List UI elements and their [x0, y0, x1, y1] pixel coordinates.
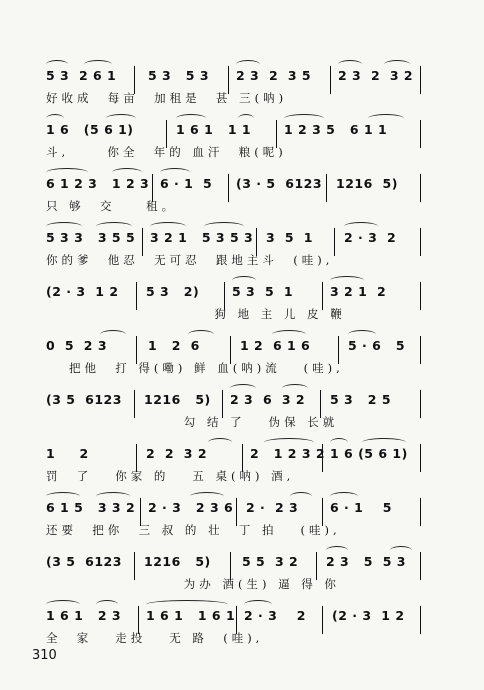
music-system	[0, 380, 484, 432]
measure-notes: 3 2 1 2	[330, 284, 387, 299]
measure-notes: (3 · 5 6123	[236, 176, 323, 191]
lyric-line: 勾 结 了 伪保 长就	[46, 415, 339, 429]
measure-notes: 2 1 2 3 2	[250, 446, 326, 461]
barline	[322, 444, 323, 472]
music-system	[0, 326, 484, 378]
barline	[420, 390, 421, 418]
barline	[420, 552, 421, 580]
barline	[420, 282, 421, 310]
lyric-line: 把他 打 得(嘞) 鲜 血(呐)流 (哇),	[46, 361, 344, 375]
slur	[208, 438, 232, 447]
page-number: 310	[32, 648, 57, 663]
measure-notes: 1216 5)	[144, 554, 211, 569]
measure-notes: 1 6 (5 6 1)	[330, 446, 408, 461]
barline	[420, 606, 421, 634]
measure-notes: 5 3 5 3	[148, 68, 210, 83]
music-system	[0, 542, 484, 594]
lyric-line: 罚 了 你家 的 五 桌(呐) 酒,	[46, 469, 295, 483]
measure-notes: 2 · 2 3	[246, 500, 299, 515]
measure-notes: 2 3 5 5 3	[326, 554, 406, 569]
measure-notes: 1 2 3 5 6 1 1	[284, 122, 388, 137]
measure-notes: 2 2 3 2	[146, 446, 208, 461]
measure-notes: 5 3 2 6 1	[46, 68, 117, 83]
lyric-line: 只 够 交 租。	[46, 199, 178, 213]
measure-notes: (2 · 3 1 2	[332, 608, 405, 623]
measure-notes: 3 5 1	[266, 230, 313, 245]
measure-notes: 1 2	[46, 446, 89, 461]
measure-notes: 1216 5)	[144, 392, 211, 407]
measure-notes: 5 3 2 5	[330, 392, 392, 407]
music-system	[0, 488, 484, 540]
lyric-line: 全 家 走投 无 路 (哇),	[46, 631, 264, 645]
barline	[420, 336, 421, 364]
lyric-line: 为办 酒(生) 逼 得 你	[46, 577, 340, 591]
barline	[334, 228, 335, 256]
measure-notes: 2 3 6 3 2	[230, 392, 306, 407]
lyric-line: 斗, 你全 年的 血汗 粮(呢)	[46, 145, 287, 159]
measure-notes: 1 6 1 1 6 1	[146, 608, 236, 623]
barline	[420, 498, 421, 526]
measure-notes: 2 3 2 3 2	[338, 68, 414, 83]
barline	[420, 120, 421, 148]
lyric-line: 你的爹 他忍 无可忍 跟地主斗 (哇),	[46, 253, 334, 267]
measure-notes: 1 6 1 1 1	[176, 122, 252, 137]
measure-notes: 1 2 6 1 6	[240, 338, 311, 353]
music-system	[0, 164, 484, 216]
measure-notes: 1 2 6	[148, 338, 200, 353]
measure-notes: 5 · 6 5	[348, 338, 406, 353]
music-system	[0, 56, 484, 108]
measure-notes: 2 · 3 2	[344, 230, 397, 245]
music-system	[0, 110, 484, 162]
barline	[420, 174, 421, 202]
barline	[420, 228, 421, 256]
barline	[322, 606, 323, 634]
lyric-line: 还要 把你 三 叔 的 壮 丁 拍 (哇),	[46, 523, 341, 537]
barline	[326, 174, 327, 202]
measure-notes: 6 1 2 3 1 2 3	[46, 176, 150, 191]
measure-notes: (3 5 6123	[46, 392, 122, 407]
music-system	[0, 272, 484, 324]
barline	[420, 66, 421, 94]
music-system	[0, 434, 484, 486]
measure-notes: 1216 5)	[336, 176, 398, 191]
measure-notes: 1 6 (5 6 1)	[46, 122, 134, 137]
measure-notes: 5 3 5 1	[232, 284, 294, 299]
measure-notes: 1 6 1 2 3	[46, 608, 122, 623]
measure-notes: 0 5 2 3	[46, 338, 108, 353]
measure-notes: 2 · 3 2	[244, 608, 306, 623]
measure-notes: (3 5 6123	[46, 554, 122, 569]
measure-notes: 6 · 1 5	[330, 500, 392, 515]
barline	[420, 444, 421, 472]
measure-notes: 2 3 2 3 5	[236, 68, 312, 83]
measure-notes: 5 3 2)	[146, 284, 200, 299]
measure-notes: 5 5 3 2	[242, 554, 299, 569]
measure-notes: 3 2 1 5 3 5 3	[150, 230, 254, 245]
barline	[228, 174, 229, 202]
measure-notes: (2 · 3 1 2	[46, 284, 119, 299]
music-system	[0, 596, 484, 648]
barline	[330, 66, 331, 94]
measure-notes: 6 1 5 3 3 2	[46, 500, 136, 515]
lyric-line: 好收成 每亩 加租是 甚 三(呐)	[46, 91, 288, 105]
measure-notes: 2 · 3 2 3 6	[148, 500, 234, 515]
measure-notes: 5 3 3 3 5 5	[46, 230, 136, 245]
lyric-line: 狗 地 主 儿 皮 鞭	[46, 307, 346, 321]
music-system	[0, 218, 484, 270]
measure-notes: 6 · 1 5	[160, 176, 213, 191]
